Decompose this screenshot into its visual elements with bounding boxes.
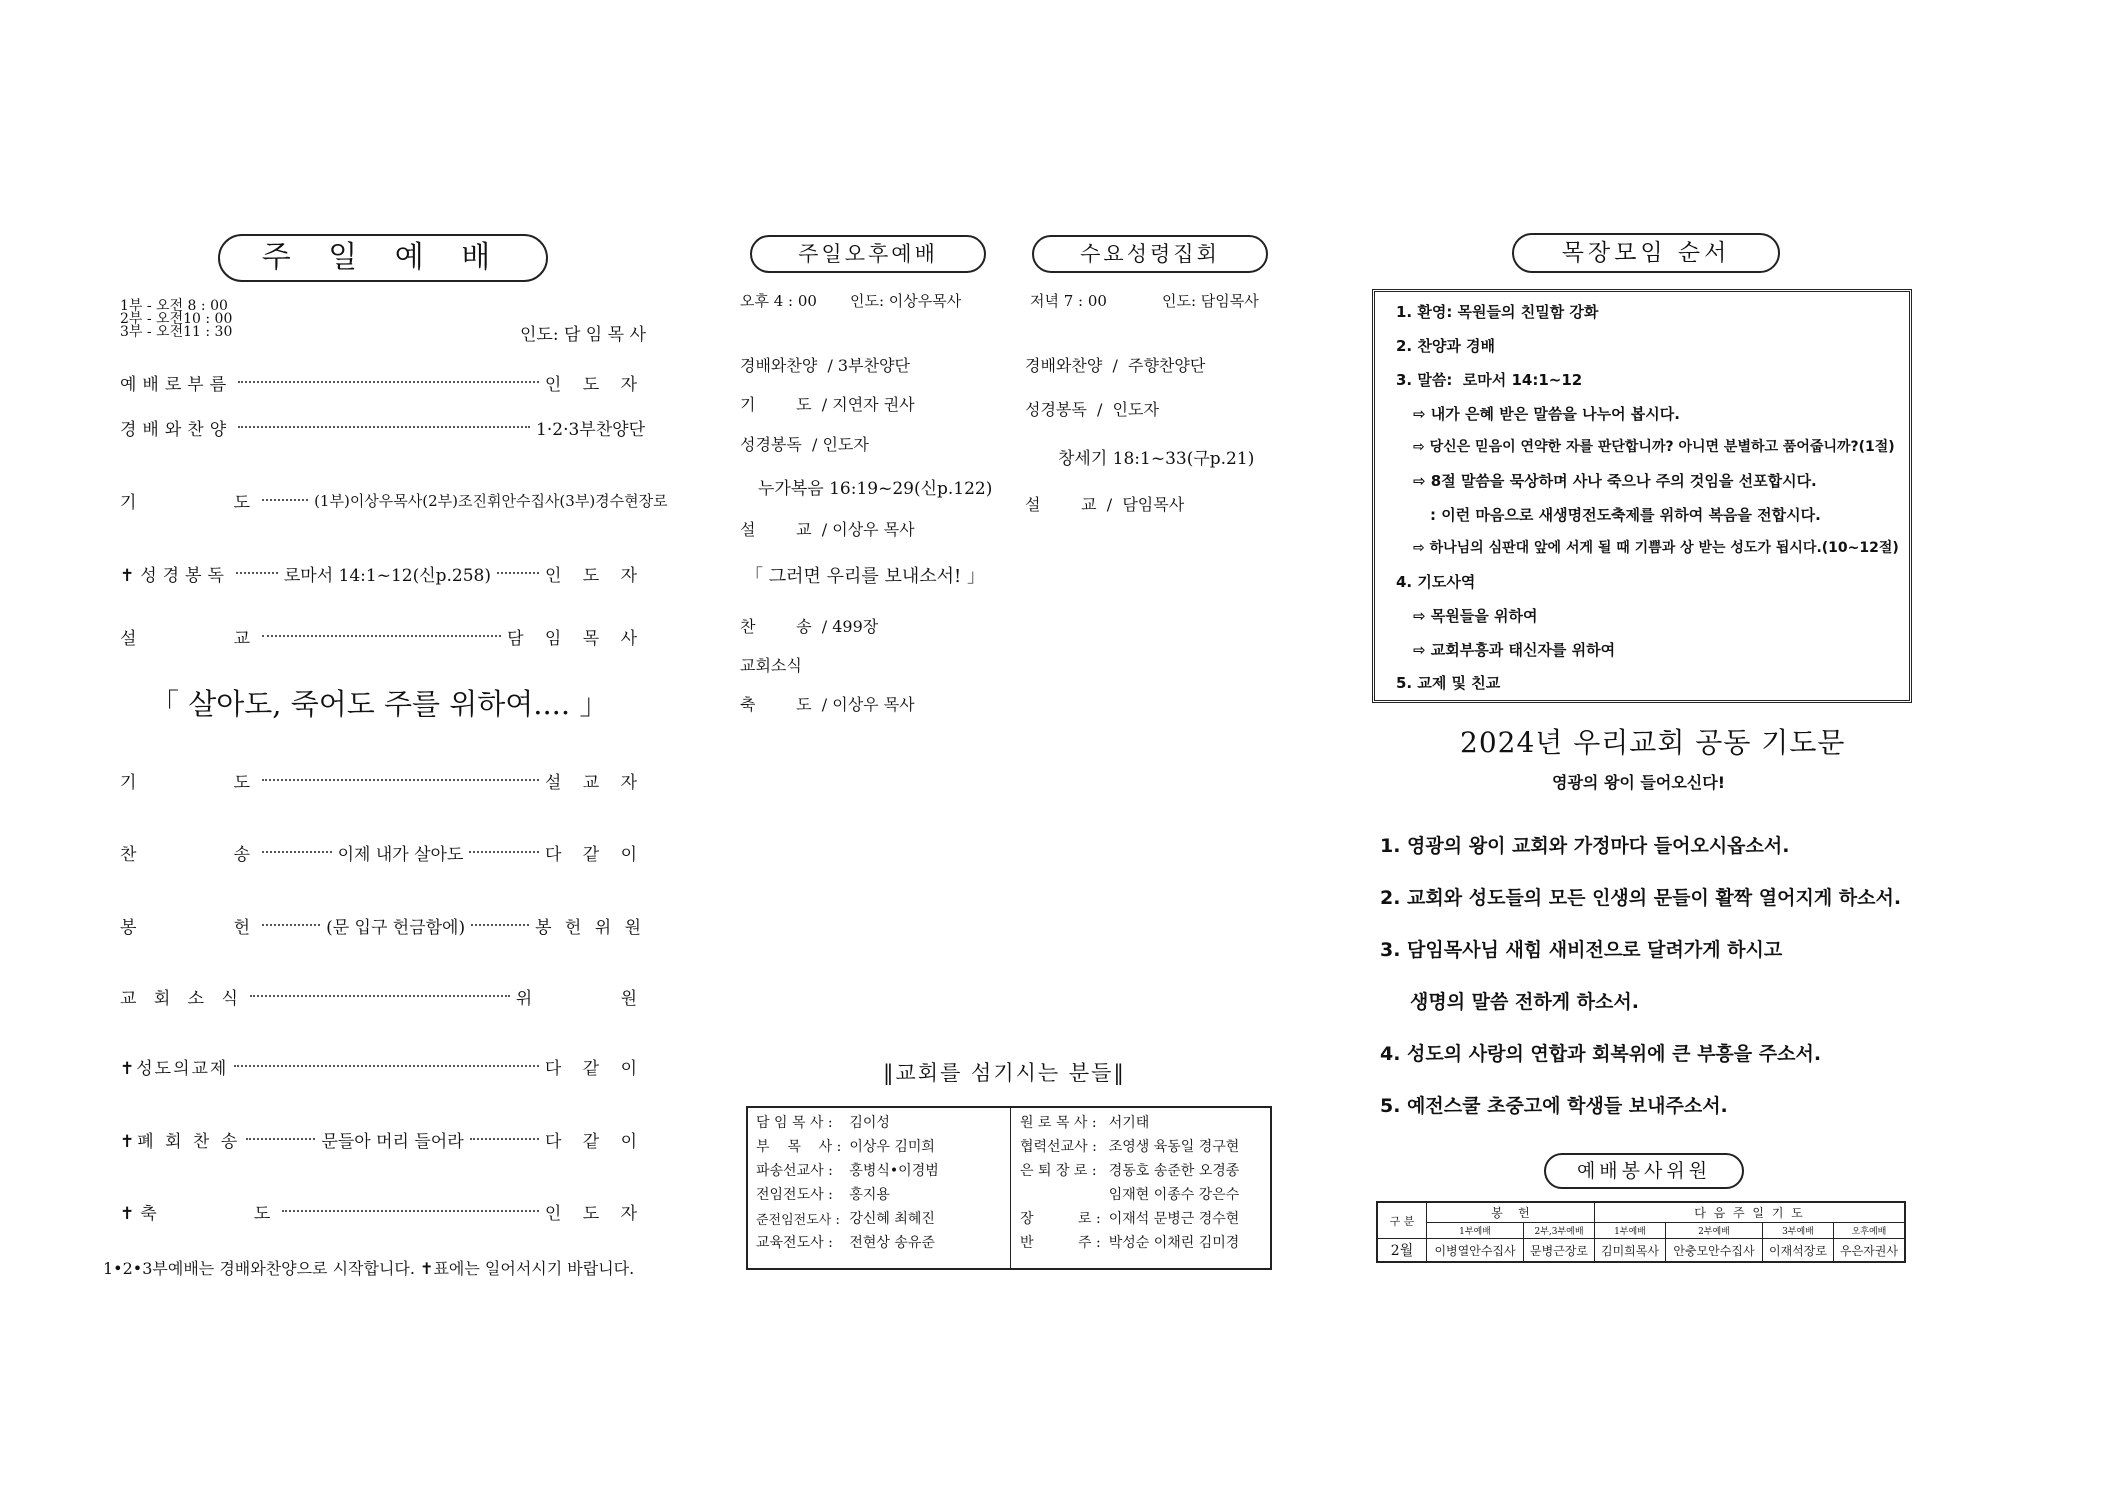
order-right: 인 도 자 [544,374,645,395]
order-label: 기 도 [120,492,257,513]
sunday-note: 1•2•3부예배는 경배와찬양으로 시작합니다. ✝표에는 일어서시기 바랍니다. [103,1259,635,1278]
order-label: 교 회 소 식 [120,988,244,1009]
staff-row: 준전임전도사 : 강신혜 최혜진 [756,1211,935,1228]
cell-item: ⇨ 당신은 믿음이 연약한 자를 판단합니까? 아니면 분별하고 품어줍니까?(1절) [1413,439,1895,455]
order-label: 설 교 [120,628,257,649]
sunday-title: 주 일 예 배 [218,234,548,282]
staff-row: 임재현 이종수 강은수 [1108,1187,1240,1203]
service-sub-cell: 3부예배 [1763,1223,1834,1239]
order-right: 다 같 이 [544,1058,645,1079]
order-right: 인 도 자 [544,1203,645,1224]
service-head-cell: 봉 헌 [1427,1202,1595,1223]
afternoon-item: 경배와찬양 / 3부찬양단 [740,356,910,375]
afternoon-item: 축 도 / 이상우 목사 [740,695,915,714]
staff-row: 반 주 : 박성순 이채린 김미경 [1020,1235,1240,1251]
cell-item: ⇨ 내가 은혜 받은 말씀을 나누어 봅시다. [1413,405,1680,423]
service-sub-cell: 2부,3부예배 [1524,1223,1595,1239]
order-row [120,840,645,864]
order-label: 찬 송 [120,844,257,865]
service-title: 예배봉사위원 [1544,1153,1744,1189]
order-mid: 로마서 14:1~12(신p.258) [283,565,492,586]
order-row [120,488,668,513]
order-mid: (1부)이상우목사(2부)조진휘안수집사(3부)경수현장로 [314,491,668,510]
cell-item: 5. 교제 및 친교 [1396,674,1501,692]
order-label: ✝축 도 [120,1203,277,1224]
cell-item: ⇨ 교회부흥과 태신자를 위하여 [1413,641,1616,659]
order-label: 봉 헌 [120,917,257,938]
order-label: ✝성경봉독 [120,565,230,586]
service-cell: 이병열안수집사 [1427,1239,1524,1263]
prayer-subtitle: 영광의 왕이 들어오신다! [1552,773,1725,792]
service-head-cell: 구 분 [1377,1202,1427,1239]
order-right: 다 같 이 [544,844,646,865]
cell-item: ⇨ 목원들을 위하여 [1413,607,1538,625]
service-times [120,298,232,340]
order-right: 인 도 자 [544,565,646,586]
order-row [120,1054,645,1078]
order-right: 위 원 [515,988,645,1009]
staff-row: 원 로 목 사 : 서기태 [1020,1115,1150,1131]
staff-row: 장 로 : 이재석 문병근 경수현 [1020,1211,1240,1227]
order-mid: (문 입구 헌금함에) [326,917,466,938]
order-mid: 문들아 머리 들어라 [321,1131,464,1152]
sunday-leader: 인도: 담 임 목 사 [520,325,646,345]
order-label: 예배로부름 [120,374,233,395]
cell-item: 4. 기도사역 [1396,573,1476,591]
service-cell: 문병근장로 [1524,1239,1595,1263]
cell-item: ⇨ 하나님의 심판대 앞에 서게 될 때 기쁨과 상 받는 성도가 됩시다.(10~12절) [1413,540,1899,556]
wednesday-leader: 인도: 담임목사 [1162,292,1259,310]
cell-item: 3. 말씀: 로마서 14:1~12 [1396,371,1583,389]
order-row [120,1127,645,1151]
staff-row: 교육전도사 : 전현상 송유준 [756,1235,935,1251]
order-right: 1·2·3부찬양단 [536,419,645,440]
staff-row: 담 임 목 사 : 김이성 [756,1115,890,1131]
service-table [1376,1201,1906,1263]
order-row [120,624,645,648]
service-cell: 이재석장로 [1763,1239,1834,1263]
order-right: 다 같 이 [544,1131,646,1152]
afternoon-item: 교회소식 [740,656,802,675]
staff-row: 협력선교사 : 조영생 육동일 경구현 [1020,1139,1240,1155]
afternoon-item: 기 도 / 지연자 권사 [740,395,915,414]
service-head-cell: 다 음 주 일 기 도 [1595,1202,1906,1223]
wednesday-time: 저녁 7 : 00 [1030,292,1107,310]
order-label: ✝성도의교제 [120,1058,229,1079]
staff-row: 은 퇴 장 로 : 경동호 송준한 오경종 [1020,1163,1240,1179]
order-row [120,561,645,585]
order-right: 담 임 목 사 [507,628,645,649]
staff-right-table [1016,1110,1243,1254]
staff-row: 파송선교사 : 홍병식•이경범 [756,1163,939,1179]
order-row [120,984,645,1008]
order-right: 봉 헌 위 원 [535,917,646,938]
staff-box [746,1106,1272,1270]
time-3: 3부 - 오전11 : 30 [120,324,233,340]
service-sub-cell: 2부예배 [1665,1223,1762,1239]
cell-title: 목장모임 순서 [1512,233,1780,273]
order-label: ✝폐 회 찬 송 [120,1131,241,1152]
time-1: 1부 - 오전 8 : 00 [120,298,228,314]
prayer-title: 2024년 우리교회 공동 기도문 [1460,726,1846,759]
wednesday-item: 성경봉독 / 인도자 [1025,400,1159,419]
wednesday-item: 경배와찬양 / 주향찬양단 [1025,356,1206,375]
order-label: 기 도 [120,772,257,793]
staff-divider [1010,1108,1011,1268]
staff-left-table [752,1110,943,1254]
prayer-item: 2. 교회와 성도들의 모든 인생의 문들이 활짝 열어지게 하소서. [1380,887,1902,909]
order-row [120,913,645,937]
prayer-item: 1. 영광의 왕이 교회와 가정마다 들어오시옵소서. [1380,835,1790,857]
sermon-title: 「 살아도, 죽어도 주를 위하여.... 」 [150,687,609,721]
prayer-item: 5. 예전스쿨 초중고에 학생들 보내주소서. [1380,1095,1728,1117]
prayer-item: 4. 성도의 사랑의 연합과 회복위에 큰 부흥을 주소서. [1380,1043,1822,1065]
service-sub-cell: 오후예배 [1833,1223,1905,1239]
staff-row: 전임전도사 : 홍지용 [756,1187,890,1203]
afternoon-item: 찬 송 / 499장 [740,617,879,636]
afternoon-scripture: 누가복음 16:19~29(신p.122) [758,479,993,499]
staff-title: ‖교회를 섬기시는 분들‖ [883,1061,1126,1085]
service-cell: 김미희목사 [1595,1239,1666,1263]
order-label: 경배와찬양 [120,419,233,440]
service-cell: 안충모안수집사 [1665,1239,1762,1263]
cell-item: 1. 환영: 목원들의 친밀함 강화 [1396,303,1599,321]
afternoon-title: 주일오후예배 [750,235,986,273]
service-data-row [1377,1239,1905,1263]
service-cell: 우은자권사 [1833,1239,1905,1263]
order-mid: 이제 내가 살아도 [337,844,464,865]
afternoon-time: 오후 4 : 00 [740,292,817,310]
order-right: 설 교 자 [544,772,645,793]
service-month: 2월 [1377,1239,1427,1263]
prayer-item: 생명의 말씀 전하게 하소서. [1410,991,1639,1013]
cell-item: ⇨ 8절 말씀을 묵상하며 사나 죽으나 주의 것임을 선포합시다. [1413,472,1817,490]
service-sub-cell: 1부예배 [1595,1223,1666,1239]
cell-item: : 이런 마음으로 새생명전도축제를 위하여 복음을 전합시다. [1430,506,1821,524]
wednesday-item: 설 교 / 담임목사 [1025,495,1185,514]
order-row [120,1199,645,1223]
service-sub-cell: 1부예배 [1427,1223,1524,1239]
wednesday-scripture: 창세기 18:1~33(구p.21) [1058,449,1255,469]
time-2: 2부 - 오전10 : 00 [120,311,233,327]
order-row [120,370,645,394]
service-head-row [1377,1202,1905,1223]
prayer-item: 3. 담임목사님 새힘 새비전으로 달려가게 하시고 [1380,939,1783,961]
wednesday-title: 수요성령집회 [1032,235,1268,273]
afternoon-item: 설 교 / 이상우 목사 [740,520,915,539]
staff-row: 부 목 사 : 이상우 김미희 [756,1139,935,1155]
order-row [120,768,645,792]
afternoon-sermon-title: 「 그러면 우리를 보내소서! 」 [745,566,985,587]
afternoon-leader: 인도: 이상우목사 [850,292,962,310]
order-row [120,415,645,439]
afternoon-item: 성경봉독 / 인도자 [740,435,869,454]
cell-item: 2. 찬양과 경배 [1396,337,1496,355]
service-sub-row [1377,1223,1905,1239]
